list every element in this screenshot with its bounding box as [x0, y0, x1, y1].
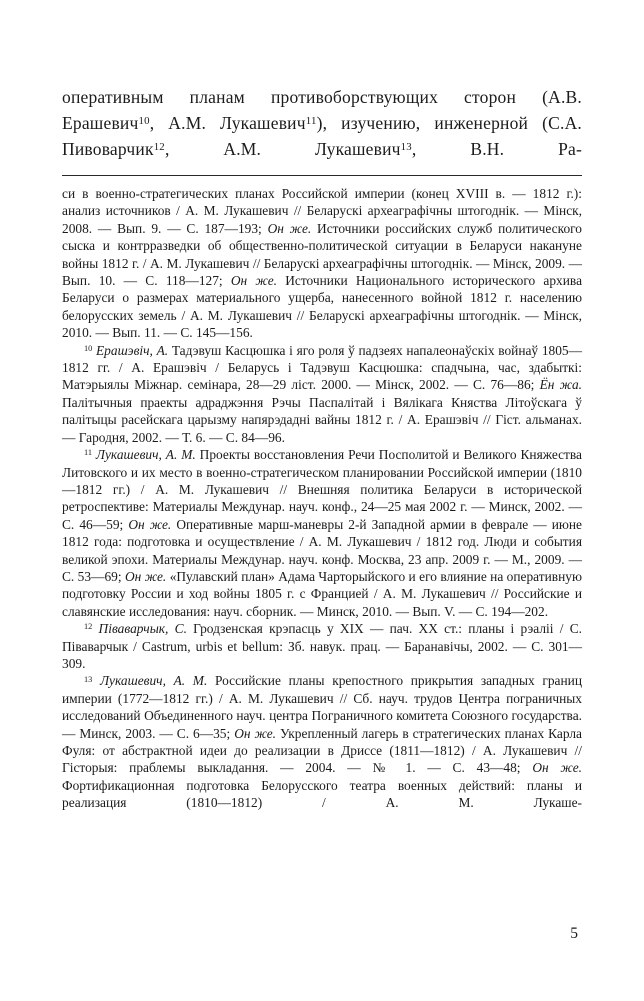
text-run: Он же. [230, 273, 278, 289]
main-paragraph [62, 84, 582, 162]
footnote-13 [62, 672, 582, 811]
text-run: , В.Н. Ра- [411, 139, 582, 159]
footnote-12 [62, 620, 582, 672]
text-run: Ён жа. [539, 377, 582, 393]
text-run: Он же. [267, 220, 312, 236]
footnote-ref-number: 11 [84, 448, 92, 458]
footnote-10 [62, 342, 582, 446]
page-number: 5 [570, 925, 578, 942]
text-run: , А.М. Лукашевич [149, 113, 306, 133]
text-run: , А.М. Лукашевич [164, 139, 401, 159]
text-run: Ерашэвіч, А. [92, 342, 169, 358]
footnote-ref-number: 12 [84, 622, 93, 632]
text-run: ), изучению, инженерной (С.А. Пивоварчик [62, 113, 582, 159]
footnote-ref-number: 13 [400, 141, 412, 154]
footnote-11 [62, 446, 582, 620]
text-run: Он же. [124, 568, 167, 584]
text-run: оперативным планам противоборствующих сторон (А.В. Ерашевич [62, 87, 582, 133]
footnote-ref-number: 13 [84, 674, 93, 684]
text-run: Тадэвуш Касцюшка і яго роля ў падзеях напалеонаўскіх войнаў 1805—1812 гг. / А. Ерашэвіч / Беларусь і Тадэвуш Касцюшка: спадчына, час, здабыткі: Матэрыялы Міжнар. семінара, 28—29 ліст. 2000. — Мінск, 2002. — С. 76—86; [62, 342, 583, 393]
text-run: Он же. [128, 516, 172, 532]
text-run: Фортификационная подготовка Белорусского театра военных действий: планы и реализация (1810—1812) / А. М. Лукаше- [62, 777, 582, 811]
text-run: Гродзенская крэпасць у XIX — пач. XX ст.: планы і рэаліі / С. Піваварчык / Castrum, urbis et bellum: Зб. навук. прац. — Баранавічы, 2002. — С. 301—309. [62, 621, 582, 671]
text-run: Он же. [532, 760, 582, 776]
footnote-separator [62, 175, 582, 176]
footnote-ref-number: 12 [153, 141, 165, 154]
text-run: Источники Национального исторического архива Беларуси о размерах материального ущерба, нанесенного войной 1812 г. населению белорусских земель / А. М. Лукашевич // Беларускі археаграфічны штогоднік. — Мінск, 2010. — Вып. 11. — С. 145—156. [62, 273, 583, 341]
text-run: Лукашевич, А. М. [92, 447, 196, 463]
text-run: Лукашевич, А. М. [92, 673, 208, 689]
footnote-ref-number: 10 [84, 343, 93, 353]
footnote-ref-number: 11 [305, 115, 317, 128]
text-run: Оперативные марш-маневры 2-й Западной армии в феврале — июне 1812 года: подготовка и осуществление / А. М. Лукашевич / 1812 год. Люди и события великой эпохи. Материалы Междунар. науч. конф. Москва, 23 апр. 2009 г. — М., 2009. — С. 53—69; [62, 516, 583, 584]
text-run: Палітычныя праекты адраджэння Рэчы Паспалітай і Вялікага Княства Літоўскага ў палітыцы расейскага царызму напярэдадні вайны 1812 г. / А. Ерашэвіч // Гіст. альманах. — Гародня, 2002. — Т. 6. — С. 84—96. [62, 394, 582, 445]
text-run: Российские планы крепостного прикрытия западных границ империи (1772—1812 гг.) / А. М. Лукашевич // Сб. науч. трудов Центра пограничных исследований Объединенного науч. центра Пограничного комитета Союзного государства. — Минск, 2003. — С. 6—35; [62, 673, 582, 741]
footnote-continuation [62, 185, 582, 342]
text-run: «Пулавский план» Адама Чарторыйского и его влияние на оперативную подготовку России и ход войны 1805 г. с Францией / А. М. Лукашевич // Российские и славянские исследования: науч. сборник. — Минск, 2010. — Вып. V. — С. 194—202. [62, 568, 582, 619]
footnotes-section [62, 185, 582, 812]
text-run: Он же. [234, 725, 277, 741]
text-run: Проекты восстановления Речи Посполитой и Великого Княжества Литовского и их место в военно-стратегическом планировании Российской империи (1810—1812 гг.) / А. М. Лукашевич // Внешняя политика Беларуси в исторической ретроспективе: Материалы Междунар. науч. конф., 24—25 мая 2002 г. — Минск, 2002. — С. 46—59; [62, 447, 582, 532]
footnote-ref-number: 10 [138, 115, 150, 128]
text-run: Піваварчык, С. [92, 621, 187, 637]
text-run: си в военно-стратегических планах Российской империи (конец XVIII в. — 1812 г.): анализ источников / А. М. Лукашевич // Беларускі археаграфічны штогоднік. — Мінск, 2008. — Вып. 9. — С. 187—193; [62, 186, 582, 236]
text-run: Источники российских служб политического сыска и контрразведки об общественно-политической ситуации в Беларуси накануне войны 1812 г. / А. М. Лукашевич // Беларускі археаграфічны штогоднік. — Мінск, 2009. — Вып. 10. — С. 118—127; [62, 220, 582, 289]
text-run: Укрепленный лагерь в стратегических планах Карла Фуля: от абстрактной идеи до реализации в Дриссе (1811—1812) / А. Лукашевич // Гісторыя: праблемы выкладання. — 2004. — № 1. — С. 43—48; [62, 725, 582, 776]
